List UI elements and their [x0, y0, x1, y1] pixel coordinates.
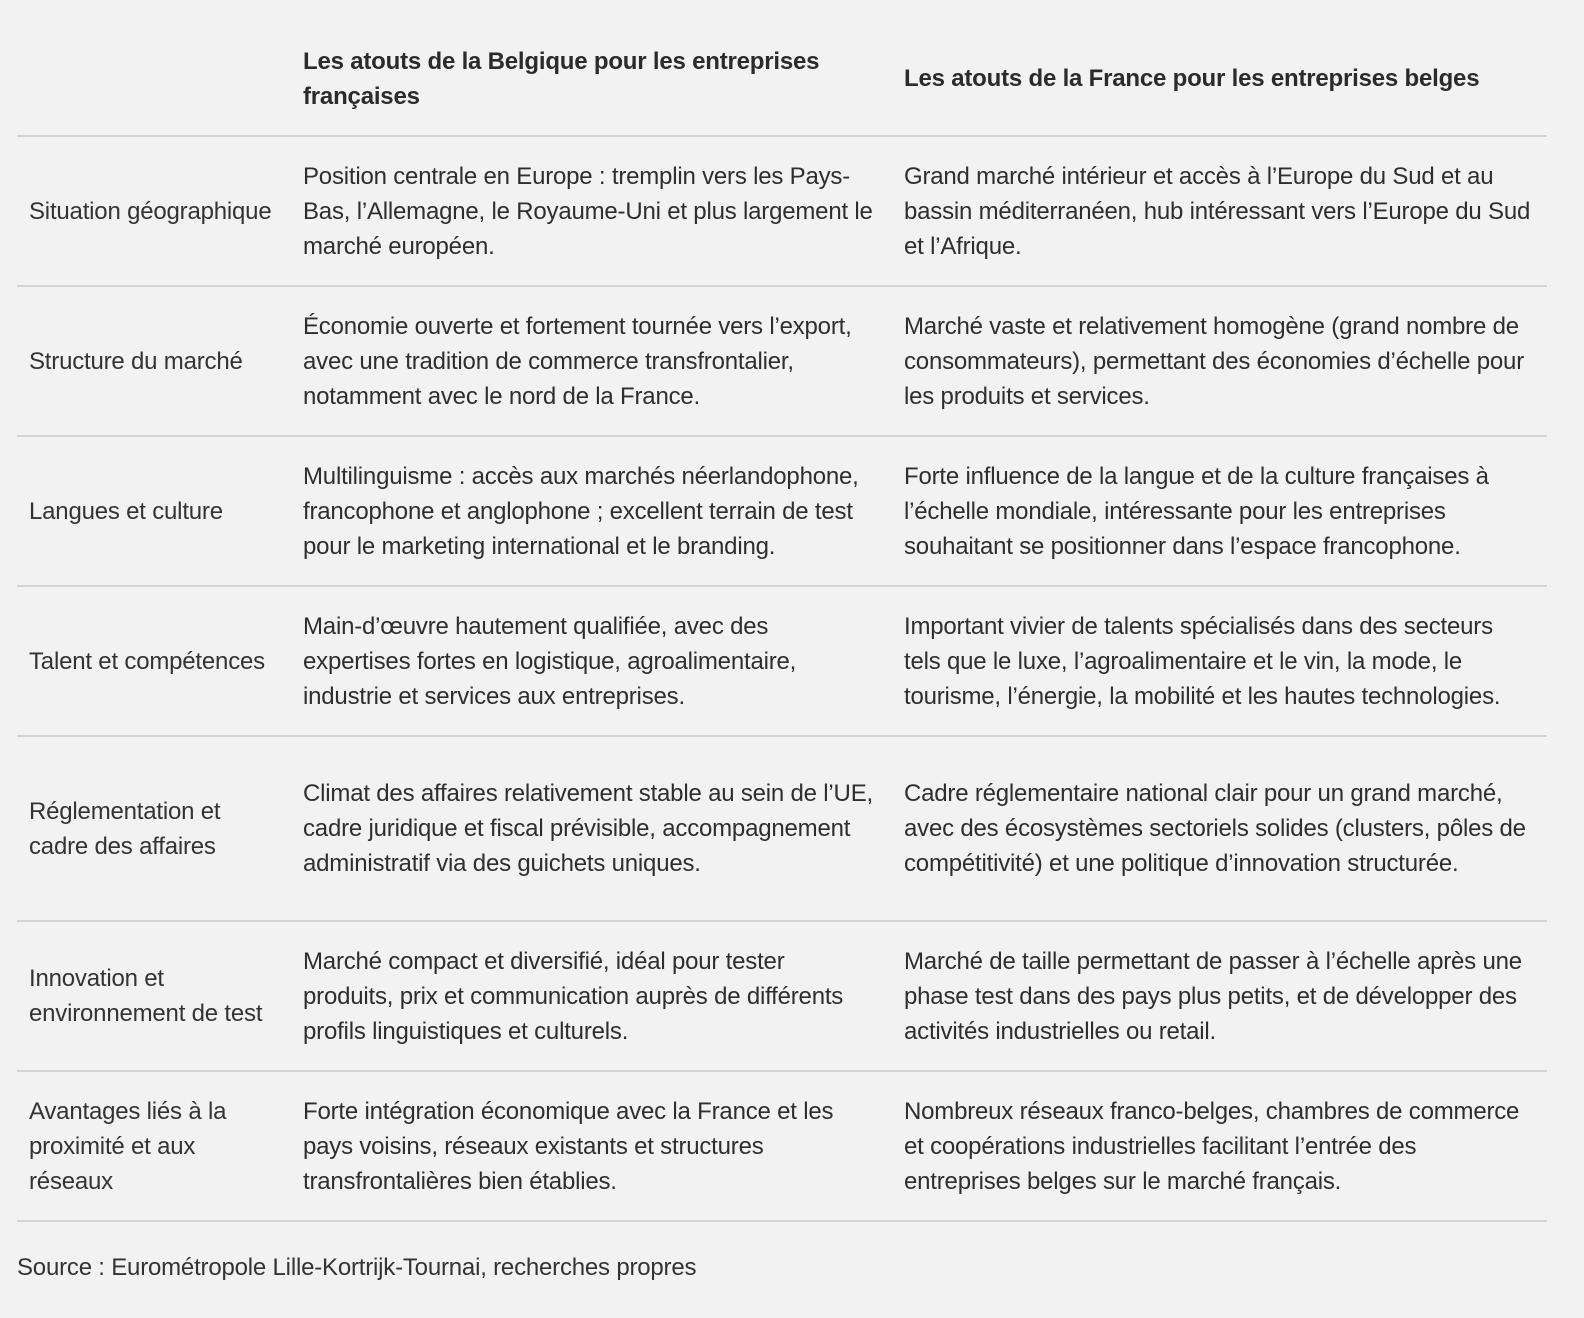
cell-france: Important vivier de talents spécialisés dans des secteurs tels que le luxe, l’agroalimentaire et le vin, la mode, le tourisme, l’énergie, la mobilité et les hautes technologies.: [892, 586, 1547, 736]
table-header-row: [17, 22, 1547, 136]
cell-belgique: Économie ouverte et fortement tournée vers l’export, avec une tradition de commerce transfrontalier, notamment avec le nord de la France.: [291, 286, 892, 436]
row-label: Langues et culture: [17, 436, 291, 586]
cell-belgique: Climat des affaires relativement stable au sein de l’UE, cadre juridique et fiscal prévisible, accompagnement administratif via des guichets uniques.: [291, 736, 892, 921]
cell-france: Grand marché intérieur et accès à l’Europe du Sud et au bassin méditerranéen, hub intéressant vers l’Europe du Sud et l’Afrique.: [892, 136, 1547, 286]
table-row: [17, 436, 1547, 586]
table-row: [17, 136, 1547, 286]
cell-france: Forte influence de la langue et de la culture françaises à l’échelle mondiale, intéressante pour les entreprises souhaitant se positionner dans l’espace francophone.: [892, 436, 1547, 586]
cell-france: Marché vaste et relativement homogène (grand nombre de consommateurs), permettant des économies d’échelle pour les produits et services.: [892, 286, 1547, 436]
cell-france: Marché de taille permettant de passer à l’échelle après une phase test dans des pays plus petits, et de développer des activités industrielles ou retail.: [892, 921, 1547, 1071]
row-label: Talent et compétences: [17, 586, 291, 736]
cell-belgique: Marché compact et diversifié, idéal pour tester produits, prix et communication auprès de différents profils linguistiques et culturels.: [291, 921, 892, 1071]
row-label: Avantages liés à la proximité et aux réseaux: [17, 1071, 291, 1221]
table-row: [17, 736, 1547, 921]
header-empty: [17, 22, 291, 136]
header-belgique: Les atouts de la Belgique pour les entreprises françaises: [291, 22, 892, 136]
cell-france: Cadre réglementaire national clair pour un grand marché, avec des écosystèmes sectoriels solides (clusters, pôles de compétitivité) et une politique d’innovation structurée.: [892, 736, 1547, 921]
cell-belgique: Main-d’œuvre hautement qualifiée, avec des expertises fortes en logistique, agroalimentaire, industrie et services aux entreprises.: [291, 586, 892, 736]
table-row: [17, 921, 1547, 1071]
cell-belgique: Multilinguisme : accès aux marchés néerlandophone, francophone et anglophone ; excellent terrain de test pour le marketing international et le branding.: [291, 436, 892, 586]
row-label: Réglementation et cadre des affaires: [17, 736, 291, 921]
cell-belgique: Forte intégration économique avec la France et les pays voisins, réseaux existants et structures transfrontalières bien établies.: [291, 1071, 892, 1221]
row-label: Innovation et environnement de test: [17, 921, 291, 1071]
row-label: Structure du marché: [17, 286, 291, 436]
cell-france: Nombreux réseaux franco-belges, chambres de commerce et coopérations industrielles facilitant l’entrée des entreprises belges sur le marché français.: [892, 1071, 1547, 1221]
header-france: Les atouts de la France pour les entreprises belges: [892, 22, 1547, 136]
comparison-table-container: [17, 22, 1547, 1222]
row-label: Situation géographique: [17, 136, 291, 286]
source-note: Source : Eurométropole Lille-Kortrijk-Tournai, recherches propres: [17, 1254, 697, 1281]
table-row: [17, 286, 1547, 436]
table-row: [17, 586, 1547, 736]
cell-belgique: Position centrale en Europe : tremplin vers les Pays-Bas, l’Allemagne, le Royaume-Uni et plus largement le marché européen.: [291, 136, 892, 286]
table-row: [17, 1071, 1547, 1221]
comparison-table: [17, 22, 1547, 1222]
